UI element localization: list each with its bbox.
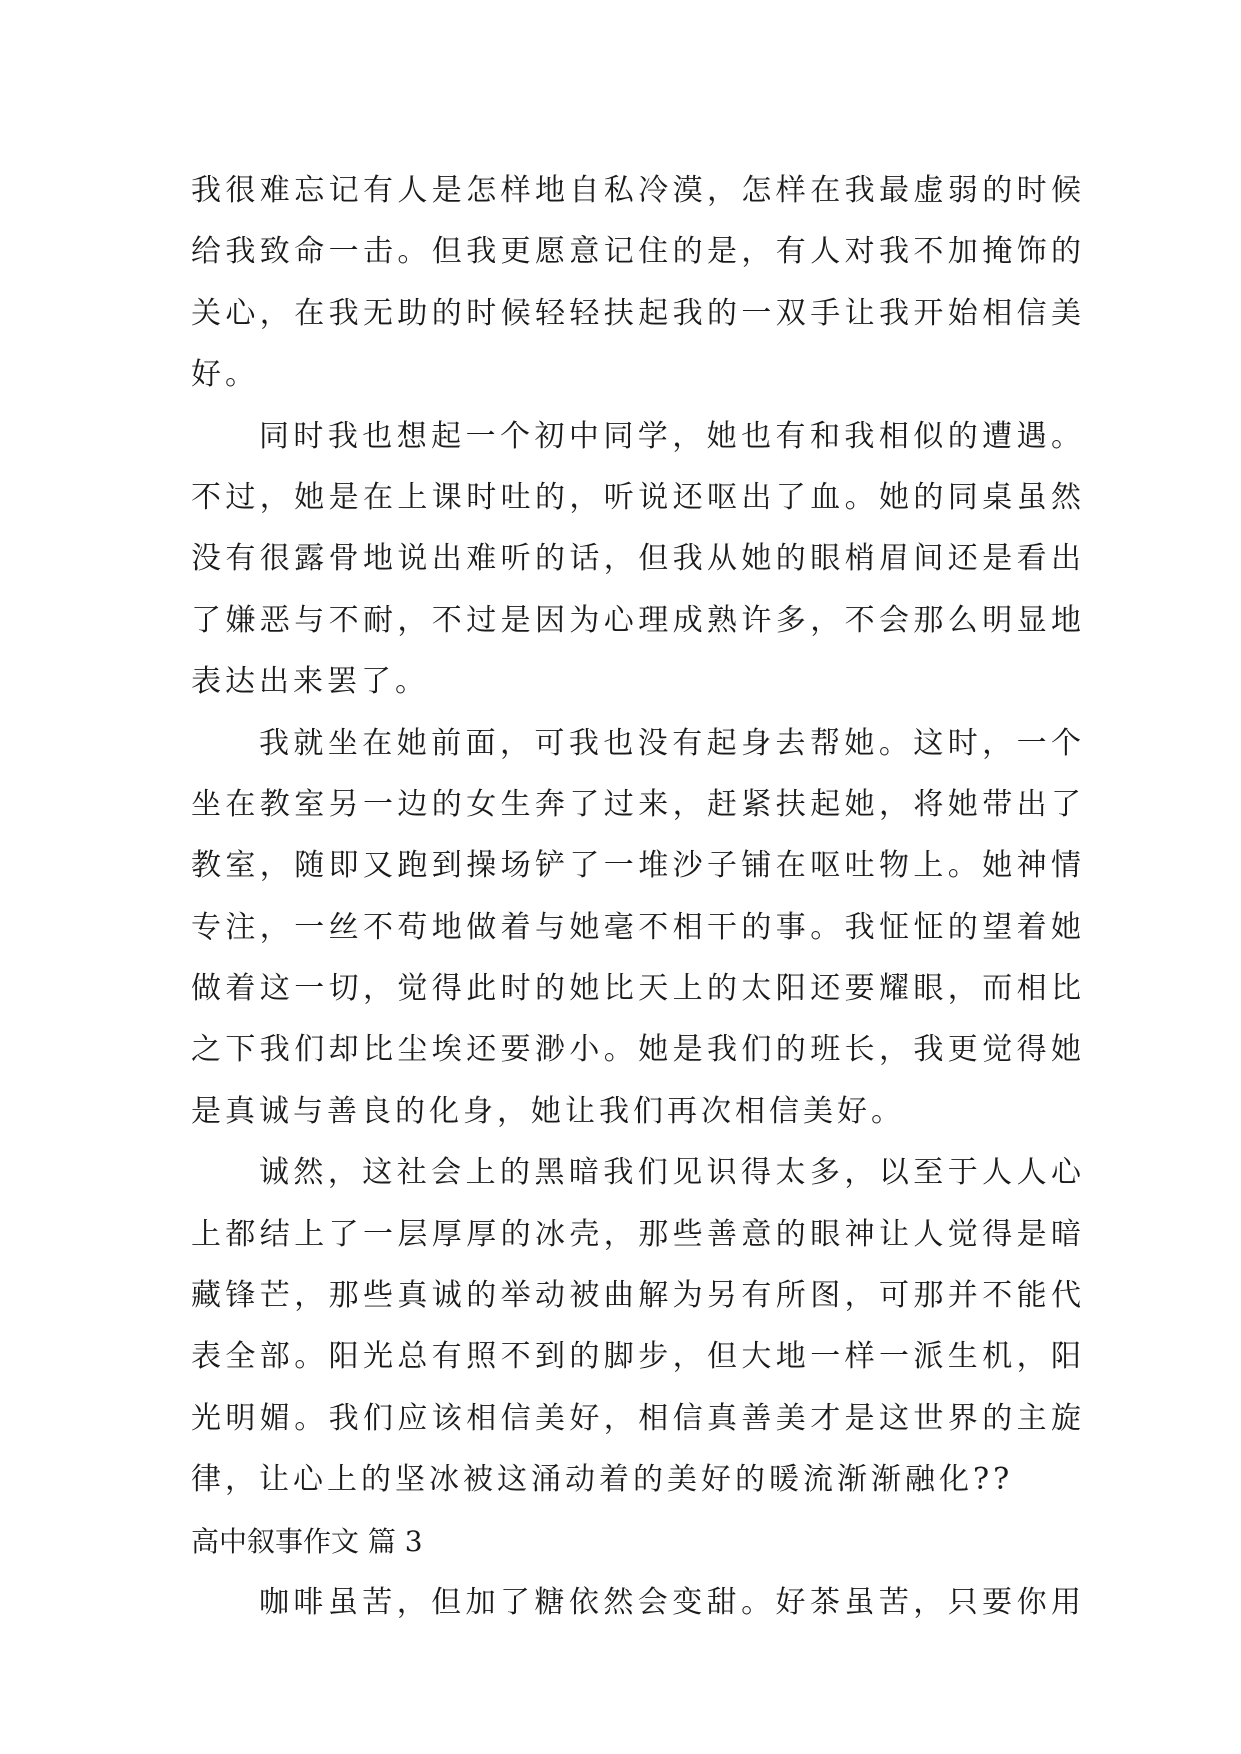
paragraph-start-line: 咖啡虽苦，但加了糖依然会变甜。好茶虽苦，只要你用 [259,1584,1081,1620]
text-line: 了嫌恶与不耐，不过是因为心理成熟许多，不会那么明显地 [191,602,1081,638]
text-line: 做着这一切，觉得此时的她比天上的太阳还要耀眼，而相比 [191,971,1081,1007]
text-line: 之下我们却比尘埃还要渺小。她是我们的班长，我更觉得她 [191,1032,1081,1068]
text-line: 律，让心上的坚冰被这涌动着的美好的暖流渐渐融化?? [191,1462,1014,1498]
paragraph-start-line: 我就坐在她前面，可我也没有起身去帮她。这时，一个 [259,725,1081,761]
text-line: 表达出来罢了。 [191,664,429,700]
text-line: 我很难忘记有人是怎样地自私冷漠，怎样在我最虚弱的时候 [191,173,1081,208]
text-line: 坐在教室另一边的女生奔了过来，赶紧扶起她，将她带出了 [191,786,1081,822]
text-line: 给我致命一击。但我更愿意记住的是，有人对我不加掩饰的 [191,234,1081,270]
text-line: 好。 [191,357,259,393]
text-line: 是真诚与善良的化身，她让我们再次相信美好。 [191,1093,905,1129]
text-line: 专注，一丝不苟地做着与她毫不相干的事。我怔怔的望着她 [191,909,1081,945]
paragraph-start-line: 同时我也想起一个初中同学，她也有和我相似的遭遇。 [259,418,1081,454]
text-line: 藏锋芒，那些真诚的举动被曲解为另有所图，可那并不能代 [191,1278,1081,1314]
text-line: 上都结上了一层厚厚的冰壳，那些善意的眼神让人觉得是暗 [191,1216,1081,1252]
text-line: 没有很露骨地说出难听的话，但我从她的眼梢眉间还是看出 [191,541,1081,577]
section-heading: 高中叙事作文 篇 3 [191,1524,423,1558]
text-line: 表全部。阳光总有照不到的脚步，但大地一样一派生机，阳 [191,1339,1081,1375]
text-line: 教室，随即又跑到操场铲了一堆沙子铺在呕吐物上。她神情 [191,848,1081,884]
essay-text [191,160,1081,1633]
text-line: 光明媚。我们应该相信美好，相信真善美才是这世界的主旋 [191,1400,1081,1436]
text-line: 不过，她是在上课时吐的，听说还呕出了血。她的同桌虽然 [191,479,1081,515]
paragraph-start-line: 诚然，这社会上的黑暗我们见识得太多，以至于人人心 [259,1155,1081,1191]
text-line: 关心，在我无助的时候轻轻扶起我的一双手让我开始相信美 [191,295,1081,331]
